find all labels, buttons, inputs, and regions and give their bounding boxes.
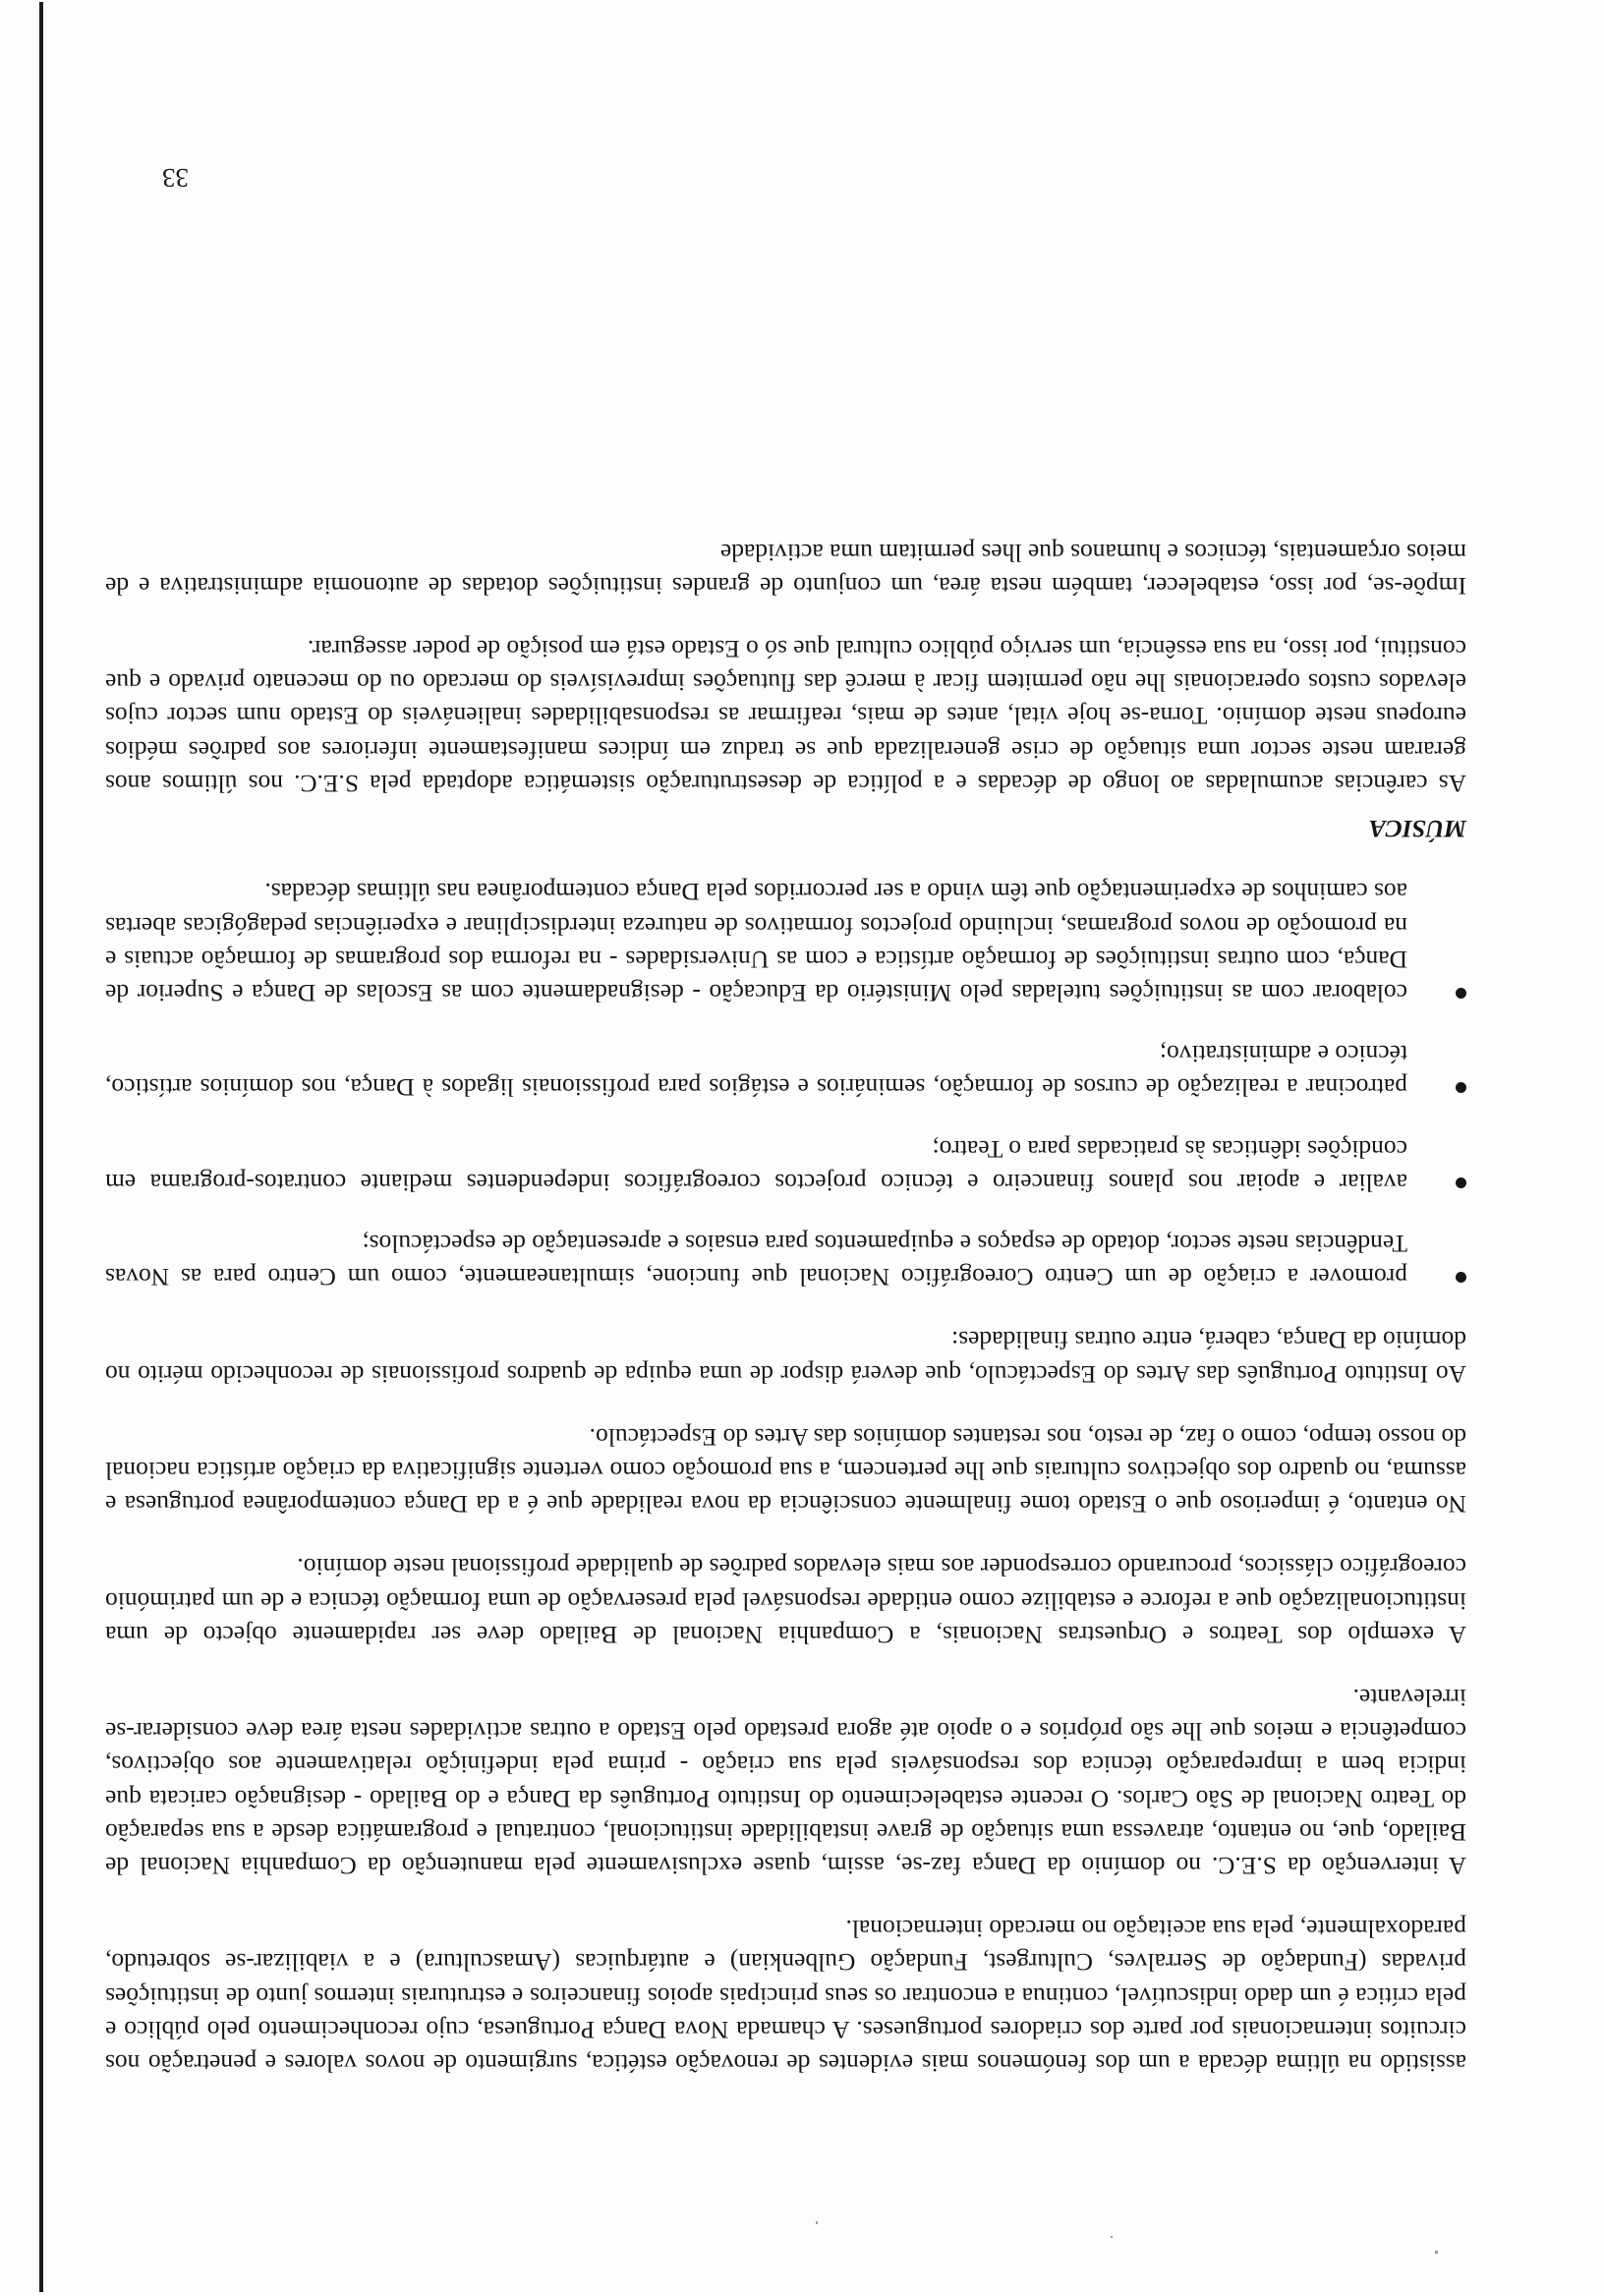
finalidades-list xyxy=(105,875,1466,1293)
paragraph-intro-3: A exemplo dos Teatros e Orquestras Nacionais, a Companhia Nacional de Bailado deve ser rapidamente objecto de uma institucionalização que a reforce e estabilize como entidade responsável pela preservação de uma formação técnica e de um património coreográfico clássicos, procurando corresponder aos mais elevados padrões de qualidade profissional neste domínio. xyxy=(105,1553,1466,1649)
bullet-icon xyxy=(1456,988,1466,999)
page-number: 33 xyxy=(162,163,189,193)
list-item xyxy=(105,1131,1466,1198)
paragraph-intro-4: No entanto, é imperioso que o Estado tome finalmente consciência da nova realidade que é a da Dança contemporânea portuguesa e assuma, no quadro dos objectivos culturais que lhe pertencem, a sua promoção como vertente significativa da criação artística nacional do nosso tempo, como o faz, de resto, nos restantes domínios das Artes do Espectáculo. xyxy=(105,1422,1466,1520)
document-body xyxy=(105,505,1466,2080)
bullet-icon xyxy=(1456,1082,1466,1093)
paragraph-intro-5: Ao Instituto Português das Artes do Espectáculo, que deverá dispor de uma equipa de quadros profissionais de reconhecido mérito no domínio da Dança, caberá, entre outras finalidades: xyxy=(105,1326,1466,1389)
list-item-text: promover a criação de um Centro Coreográfico Nacional que funcione, simultaneamente, como um Centro para as Novas Tendências neste sector, dotado de espaços e equipamentos para ensaios e apresentação de espectáculos; xyxy=(105,1229,1407,1292)
paragraph-intro-1: assistido na última década a um dos fenómenos mais evidentes de renovação estética, surgimento de novos valores e penetração nos circuitos internacionais por parte dos criadores portugueses. A chamada Nova Dança Portuguesa, cujo reconhecimento pelo público e pela crítica é um dado indiscutível, continua a encontrar os seus principais apoios financeiros e estruturais internos junto de instituições privadas (Fundação de Serralves, Culturgest, Fundação Gulbenkian) e autárquicas (Amascultura) e a viabilizar-se sobretudo, paradoxalmente, pela sua aceitação no mercado internacional. xyxy=(105,1915,1466,2078)
paragraph-intro-2: A intervenção da S.E.C. no domínio da Dança faz-se, assim, quase exclusivamente pela manutenção da Companhia Nacional de Bailado, que, no entanto, atravessa uma situação de grave instabilidade institucional, contratual e programática desde a sua separação do Teatro Nacional de São Carlos. O recente estabelecimento do Instituto Português da Dança e do Bailado - designação caricata que indicia bem a impreparação técnica dos responsáveis pela sua criação - prima pela indefinição relativamente aos objectivos, competência e meios que lhe são próprios e o apoio até agora prestado pelo Estado a outras actividades nesta área deve considerar-se irrelevante. xyxy=(105,1683,1466,1880)
list-item xyxy=(105,875,1466,1009)
bullet-icon xyxy=(1456,1177,1466,1188)
list-item-text: patrocinar a realização de cursos de formação, seminários e estágios para profissionais ligados à Dança, nos domínios artístico, técnico e administrativo; xyxy=(105,1040,1407,1103)
bullet-icon xyxy=(1456,1272,1466,1283)
list-item-text: colaborar com as instituições tuteladas pelo Ministério da Educação - designadamente com as Escolas de Dança e Superior de Dança, com outras instituições de formação artística e com as Universidades - na reforma dos programas de formação actuais e na promoção de novos programas, incluindo projectos formativos de natureza interdisciplinar e experiências pedagógicas abertas aos caminhos de experimentação que têm vindo a ser percorridos pela Dança contemporânea nas últimas décadas. xyxy=(105,878,1407,1007)
list-item xyxy=(105,1227,1466,1293)
section-heading-musica: MÚSICA xyxy=(1368,815,1466,844)
paragraph-music-1: As carências acumuladas ao longo de décadas e a política de desestruturação sistemática adoptada pela S.E.C. nos últimos anos geraram neste sector uma situação de crise generalizada que se traduz em índices manifestamente inferiores aos padrões médios europeus neste domínio. Torna-se hoje vital, antes de mais, reafirmar as responsabilidades inalienáveis do Estado num sector cujos elevados custos operacionais lhe não permitem ficar à mercê das flutuações imprevisíveis do mercado ou do mecenato privado e que constitui, por isso, na sua essência, um serviço público cultural que só o Estado está em posição de poder assegurar. xyxy=(105,635,1466,798)
list-item xyxy=(105,1037,1466,1104)
paragraph-music-2: Impõe-se, por isso, estabelecer, também nesta área, um conjunto de grandes instituições dotadas de autonomia administrativa e de meios orçamentais, técnicos e humanos que lhes permitam uma actividade xyxy=(105,538,1466,601)
list-item-text: avaliar e apoiar nos planos financeiro e técnico projectos coreográficos independentes mediante contratos-programa em condições idênticas às praticadas para o Teatro; xyxy=(105,1134,1407,1197)
